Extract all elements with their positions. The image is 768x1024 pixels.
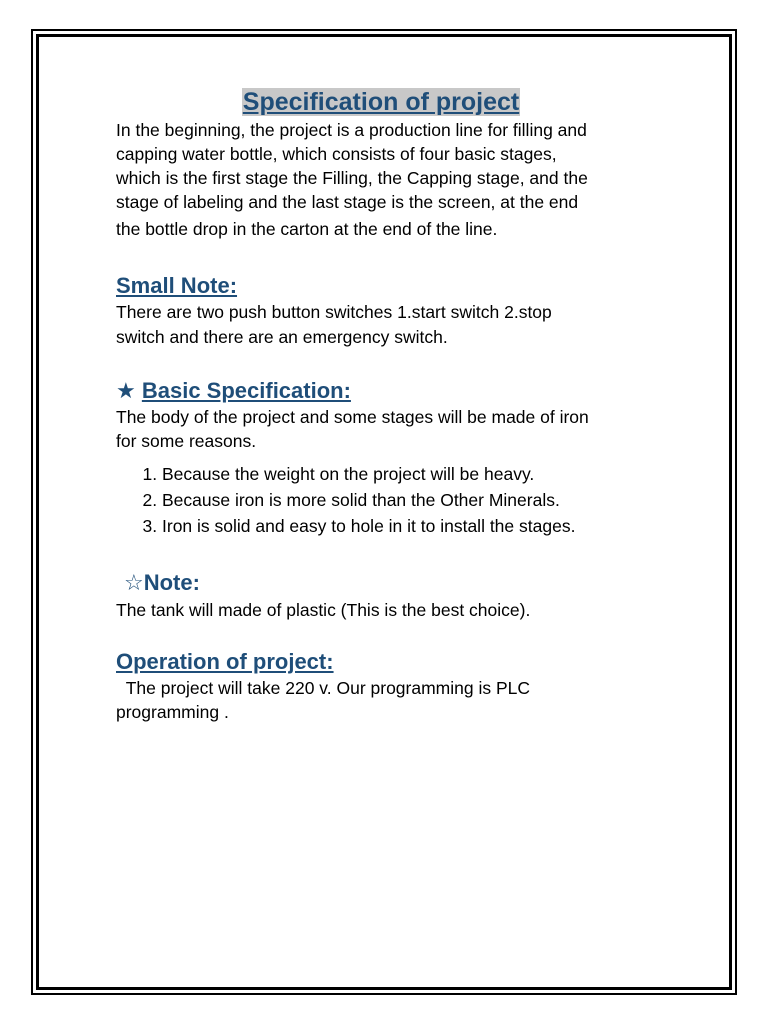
note-text: The tank will made of plastic (This is the best choice). (116, 600, 531, 620)
small-note-line: There are two push button switches 1.start switch 2.stop (116, 302, 552, 322)
basic-specification-paragraph (116, 405, 646, 453)
page-title-text: Specification of project (242, 88, 520, 116)
reasons-list (116, 461, 646, 539)
small-note-line: switch and there are an emergency switch. (116, 327, 448, 347)
operation-paragraph (116, 676, 646, 724)
small-note-paragraph (116, 300, 646, 351)
basic-spec-line: for some reasons. (116, 431, 257, 451)
basic-specification-heading (116, 377, 646, 405)
document-body (116, 86, 646, 724)
note-heading (116, 569, 646, 598)
note-heading-text: Note: (143, 570, 200, 595)
page-title (116, 86, 646, 118)
list-item: 3. Iron is solid and easy to hole in it to install the stages. (162, 513, 646, 539)
operation-line (116, 676, 646, 700)
list-item: 2. Because iron is more solid than the Other Minerals. (162, 487, 646, 513)
operation-line: programming . (116, 702, 229, 722)
small-note-heading: Small Note: (116, 273, 238, 298)
operation-heading: Operation of project: (116, 649, 334, 674)
list-item: 1. Because the weight on the project will be heavy. (162, 461, 646, 487)
basic-spec-line: The body of the project and some stages will be made of iron (116, 407, 589, 427)
intro-paragraph (116, 118, 646, 244)
intro-line: stage of labeling and the last stage is the screen, at the end (116, 192, 579, 212)
intro-line: the bottle drop in the carton at the end of the line. (116, 219, 498, 239)
intro-line: In the beginning, the project is a production line for filling and (116, 120, 587, 140)
white-star-icon: ☆ (124, 571, 144, 596)
intro-line: which is the first stage the Filling, the Capping stage, and the (116, 168, 588, 188)
black-star-icon: ★ (116, 378, 136, 403)
intro-line: capping water bottle, which consists of four basic stages, (116, 144, 557, 164)
basic-specification-heading-text: Basic Specification: (141, 378, 351, 403)
operation-line-text: The project will take 220 v. Our programming is PLC (125, 678, 531, 698)
